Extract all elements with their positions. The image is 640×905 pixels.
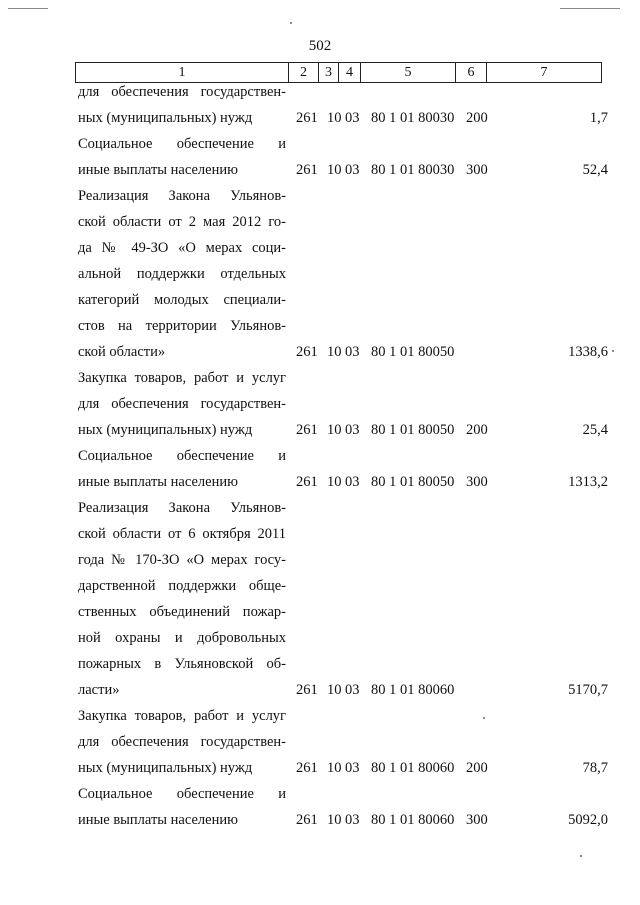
row-cell-c5: 80 1 01 80060 bbox=[371, 760, 455, 776]
row-cell-c3: 10 bbox=[327, 162, 342, 178]
row-cell-c4: 03 bbox=[345, 812, 360, 828]
row-description: дарственной поддержки обще- bbox=[78, 578, 286, 594]
row-cell-c3: 10 bbox=[327, 344, 342, 360]
row-cell-c5: 80 1 01 80060 bbox=[371, 682, 455, 698]
row-cell-c2: 261 bbox=[296, 422, 318, 438]
scan-speck bbox=[580, 855, 582, 857]
table-row bbox=[0, 313, 640, 339]
row-cell-c5: 80 1 01 80060 bbox=[371, 812, 455, 828]
row-description: ных (муниципальных) нужд bbox=[78, 422, 253, 438]
row-description: альной поддержки отдельных bbox=[78, 266, 286, 282]
page-number: 502 bbox=[308, 38, 332, 54]
row-description: Закупка товаров, работ и услуг bbox=[78, 370, 286, 386]
column-header-7: 7 bbox=[487, 63, 602, 83]
row-description: ственных объединений пожар- bbox=[78, 604, 286, 620]
table-row bbox=[0, 365, 640, 391]
row-cell-c4: 03 bbox=[345, 682, 360, 698]
row-cell-c7: 1338,6 bbox=[568, 344, 608, 360]
table-row bbox=[0, 573, 640, 599]
row-description: ской области от 6 октября 2011 bbox=[78, 526, 286, 542]
table-row bbox=[0, 417, 640, 443]
row-cell-c7: 1,7 bbox=[589, 110, 608, 126]
table-row bbox=[0, 209, 640, 235]
table-row bbox=[0, 391, 640, 417]
row-description: Социальное обеспечение и bbox=[78, 448, 286, 464]
scan-artifact-top-left bbox=[8, 8, 48, 9]
row-cell-c6: 300 bbox=[466, 162, 488, 178]
table-row bbox=[0, 183, 640, 209]
table-row bbox=[0, 235, 640, 261]
row-cell-c2: 261 bbox=[296, 812, 318, 828]
row-cell-c4: 03 bbox=[345, 422, 360, 438]
row-description: да № 49-ЗО «О мерах соци- bbox=[78, 240, 286, 256]
table-row bbox=[0, 339, 640, 365]
row-cell-c6: 200 bbox=[466, 110, 488, 126]
row-description: ных (муниципальных) нужд bbox=[78, 760, 253, 776]
row-cell-c5: 80 1 01 80030 bbox=[371, 162, 455, 178]
scan-artifact-top-right bbox=[560, 8, 620, 9]
row-description: пожарных в Ульяновской об- bbox=[78, 656, 286, 672]
table-row bbox=[0, 729, 640, 755]
row-cell-c7: 52,4 bbox=[582, 162, 608, 178]
table-row bbox=[0, 521, 640, 547]
table-row bbox=[0, 157, 640, 183]
row-description: ской области от 2 мая 2012 го- bbox=[78, 214, 286, 230]
row-cell-c5: 80 1 01 80050 bbox=[371, 422, 455, 438]
row-description: Социальное обеспечение и bbox=[78, 786, 286, 802]
table-row bbox=[0, 79, 640, 105]
row-cell-c6: 300 bbox=[466, 812, 488, 828]
row-cell-c5: 80 1 01 80050 bbox=[371, 474, 455, 490]
column-header-1: 1 bbox=[76, 63, 289, 83]
row-description: ласти» bbox=[78, 682, 120, 698]
table-row bbox=[0, 105, 640, 131]
table-row bbox=[0, 287, 640, 313]
row-cell-c7: 5092,0 bbox=[568, 812, 608, 828]
row-description: Реализация Закона Ульянов- bbox=[78, 500, 286, 516]
row-cell-c5: 80 1 01 80050 bbox=[371, 344, 455, 360]
row-description: категорий молодых специали- bbox=[78, 292, 286, 308]
row-cell-c6: 200 bbox=[466, 760, 488, 776]
table-row bbox=[0, 469, 640, 495]
row-description: для обеспечения государствен- bbox=[78, 84, 286, 100]
table-row bbox=[0, 781, 640, 807]
row-cell-c6: 300 bbox=[466, 474, 488, 490]
row-cell-c3: 10 bbox=[327, 682, 342, 698]
row-cell-c4: 03 bbox=[345, 474, 360, 490]
row-cell-c2: 261 bbox=[296, 344, 318, 360]
table-row bbox=[0, 599, 640, 625]
row-cell-c2: 261 bbox=[296, 474, 318, 490]
row-cell-c4: 03 bbox=[345, 760, 360, 776]
row-cell-c4: 03 bbox=[345, 110, 360, 126]
row-cell-c3: 10 bbox=[327, 474, 342, 490]
row-cell-c3: 10 bbox=[327, 110, 342, 126]
table-row bbox=[0, 547, 640, 573]
row-description: Закупка товаров, работ и услуг bbox=[78, 708, 286, 724]
row-description: стов на территории Ульянов- bbox=[78, 318, 286, 334]
table-row bbox=[0, 131, 640, 157]
row-description: ской области» bbox=[78, 344, 166, 360]
table-row bbox=[0, 651, 640, 677]
row-cell-c2: 261 bbox=[296, 110, 318, 126]
row-cell-c4: 03 bbox=[345, 162, 360, 178]
table-row bbox=[0, 703, 640, 729]
table-row bbox=[0, 677, 640, 703]
column-header-5: 5 bbox=[361, 63, 456, 83]
row-cell-c2: 261 bbox=[296, 760, 318, 776]
column-header-4: 4 bbox=[339, 63, 361, 83]
row-cell-c3: 10 bbox=[327, 760, 342, 776]
row-cell-c7: 1313,2 bbox=[568, 474, 608, 490]
row-description: Реализация Закона Ульянов- bbox=[78, 188, 286, 204]
table-row bbox=[0, 625, 640, 651]
row-cell-c5: 80 1 01 80030 bbox=[371, 110, 455, 126]
row-cell-c7: 78,7 bbox=[582, 760, 608, 776]
row-description: иные выплаты населению bbox=[78, 162, 238, 178]
column-header-6: 6 bbox=[456, 63, 487, 83]
row-description: года № 170-ЗО «О мерах госу- bbox=[78, 552, 286, 568]
row-description: иные выплаты населению bbox=[78, 812, 238, 828]
row-cell-c3: 10 bbox=[327, 812, 342, 828]
row-cell-c2: 261 bbox=[296, 162, 318, 178]
scan-speck bbox=[290, 22, 292, 24]
row-cell-c3: 10 bbox=[327, 422, 342, 438]
row-description: ной охраны и добровольных bbox=[78, 630, 286, 646]
row-cell-c7: 5170,7 bbox=[568, 682, 608, 698]
table-row bbox=[0, 755, 640, 781]
row-description: иные выплаты населению bbox=[78, 474, 238, 490]
row-description: для обеспечения государствен- bbox=[78, 734, 286, 750]
table-row bbox=[0, 807, 640, 833]
column-header-2: 2 bbox=[289, 63, 319, 83]
table-row bbox=[0, 261, 640, 287]
row-description: ных (муниципальных) нужд bbox=[78, 110, 253, 126]
row-cell-c6: 200 bbox=[466, 422, 488, 438]
row-cell-c7: 25,4 bbox=[582, 422, 608, 438]
row-description: Социальное обеспечение и bbox=[78, 136, 286, 152]
row-description: для обеспечения государствен- bbox=[78, 396, 286, 412]
row-cell-c4: 03 bbox=[345, 344, 360, 360]
row-cell-c2: 261 bbox=[296, 682, 318, 698]
table-row bbox=[0, 443, 640, 469]
table-row bbox=[0, 495, 640, 521]
column-header-3: 3 bbox=[319, 63, 339, 83]
